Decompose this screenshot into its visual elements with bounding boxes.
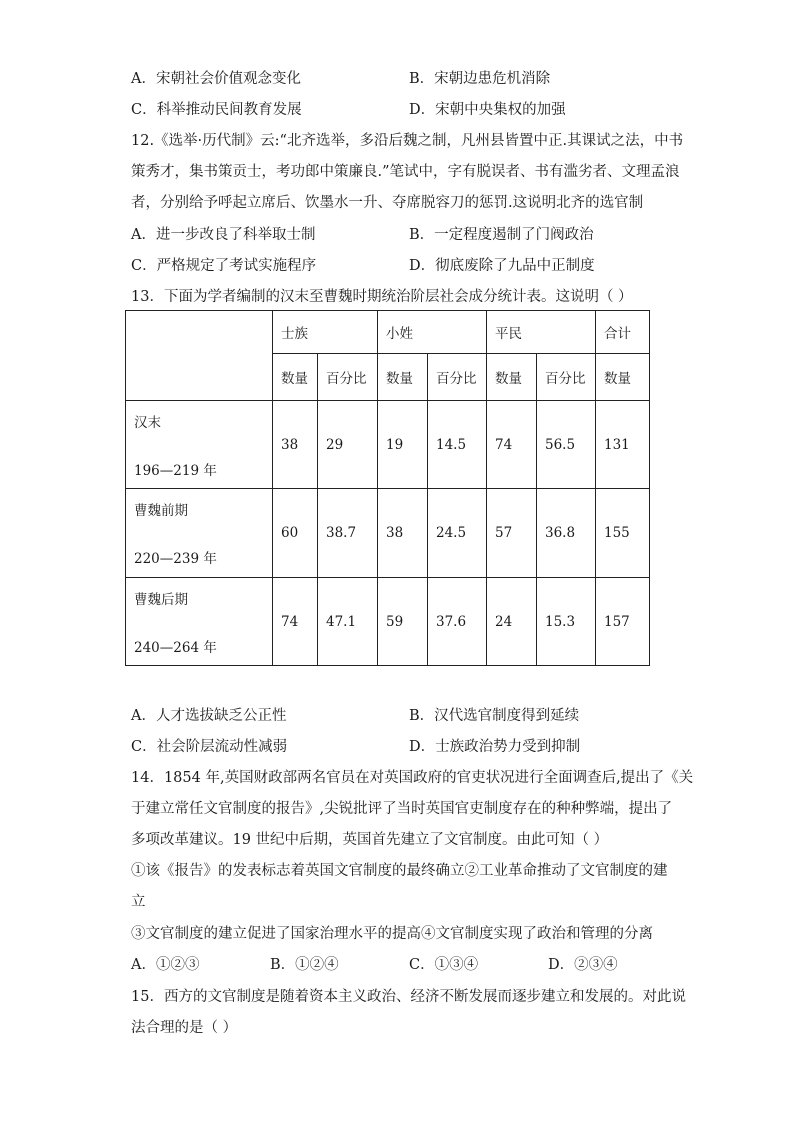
q14-option-b: B．①②④	[270, 957, 339, 973]
subheader-cell: 百分比	[428, 354, 487, 401]
q13-stem: 13．下面为学者编制的汉末至曹魏时期统治阶层社会成分统计表。这说明（ ）	[131, 289, 633, 305]
era-cell	[126, 578, 273, 666]
table-cell: 56.5	[537, 401, 596, 489]
q14-stem-line-2: 于建立常任文官制度的报告》,尖锐批评了当时英国官吏制度存在的种种弊端，提出了	[131, 801, 673, 817]
subheader-cell: 数量	[596, 354, 650, 401]
era-years: 240—264 年	[134, 639, 217, 656]
table-row	[126, 578, 650, 666]
era-years: 196—219 年	[134, 462, 217, 479]
q14-option-d: D．②③④	[548, 957, 618, 973]
table-row	[126, 401, 650, 489]
q12-stem-line-2: 策秀才，集书策贡士，考功郎中策廉良.”笔试中，字有脱误者、书有滥劣者、文理孟浪	[131, 164, 680, 180]
subheader-cell: 百分比	[318, 354, 378, 401]
header-heji: 合计	[596, 311, 650, 354]
q12-option-c: C．严格规定了考试实施程序	[131, 258, 317, 274]
table-row	[126, 489, 650, 578]
table-cell: 36.8	[537, 489, 596, 578]
q12-option-b: B．一定程度遏制了门阀政治	[409, 227, 594, 243]
table-cell: 59	[378, 578, 428, 666]
table-cell: 29	[318, 401, 378, 489]
table-cell: 74	[273, 578, 318, 666]
table-cell: 38.7	[318, 489, 378, 578]
q14-stem-line-1: 14．1854 年,英国财政部两名官员在对英国政府的官吏状况进行全面调查后,提出了《关	[131, 770, 694, 786]
q14-option-c: C．①③④	[409, 957, 479, 973]
q14-statement-line-2: 立	[131, 894, 146, 910]
q15-stem-line-1: 15．西方的文官制度是随着资本主义政治、经济不断发展而逐步建立和发展的。对此说	[131, 989, 686, 1005]
q12-option-a: A．进一步改良了科举取士制	[131, 227, 316, 243]
statistics-table	[125, 310, 650, 666]
q12-stem-line-1: 12.《选举·历代制》云:“北齐选举，多沿后魏之制，凡州县皆置中正.其课试之法，中书	[131, 133, 684, 149]
q13-option-c: C．社会阶层流动性减弱	[131, 739, 288, 755]
q12-stem-line-3: 者，分别给予呼起立席后、饮墨水一升、夺席脱容刀的惩罚.这说明北齐的选官制	[131, 195, 644, 211]
q13-option-b: B．汉代选官制度得到延续	[409, 708, 580, 724]
era-name: 汉末	[134, 414, 161, 431]
table-cell: 15.3	[537, 578, 596, 666]
table-header-row	[126, 311, 650, 354]
subheader-cell: 数量	[378, 354, 428, 401]
era-cell	[126, 401, 273, 489]
q13-option-a: A．人才选拔缺乏公正性	[131, 708, 287, 724]
table-corner-cell	[126, 311, 273, 401]
era-name: 曹魏前期	[134, 503, 188, 519]
header-pingmin: 平民	[487, 311, 596, 354]
table-cell: 47.1	[318, 578, 378, 666]
q15-stem-line-2: 法合理的是（ ）	[131, 1020, 238, 1036]
q11-option-d: D．宋朝中央集权的加强	[409, 102, 566, 118]
q14-statement-line-3: ③文官制度的建立促进了国家治理水平的提高④文官制度实现了政治和管理的分离	[131, 926, 653, 942]
subheader-cell: 数量	[487, 354, 537, 401]
subheader-cell: 数量	[273, 354, 318, 401]
table-cell: 57	[487, 489, 537, 578]
q14-option-a: A．①②③	[131, 957, 200, 973]
subheader-cell: 百分比	[537, 354, 596, 401]
q14-stem-line-3: 多项改革建议。19 世纪中后期，英国首先建立了文官制度。由此可知（ ）	[131, 832, 609, 848]
table-cell: 131	[596, 401, 650, 489]
header-shizu: 士族	[273, 311, 378, 354]
q12-option-d: D．彻底废除了九品中正制度	[409, 258, 595, 274]
q11-option-c: C．科举推动民间教育发展	[131, 102, 302, 118]
table-cell: 157	[596, 578, 650, 666]
table-cell: 155	[596, 489, 650, 578]
table-cell: 19	[378, 401, 428, 489]
table-cell: 38	[273, 401, 318, 489]
table-cell: 14.5	[428, 401, 487, 489]
table-cell: 38	[378, 489, 428, 578]
q11-option-a: A．宋朝社会价值观念变化	[131, 71, 301, 87]
table-cell: 24.5	[428, 489, 487, 578]
era-cell	[126, 489, 273, 578]
table-cell: 74	[487, 401, 537, 489]
q14-statement-line-1: ①该《报告》的发表标志着英国文官制度的最终确立②工业革命推动了文官制度的建	[131, 863, 668, 879]
table-cell: 37.6	[428, 578, 487, 666]
table-cell: 24	[487, 578, 537, 666]
era-years: 220—239 年	[134, 551, 217, 567]
q11-option-b: B．宋朝边患危机消除	[409, 71, 551, 87]
q13-option-d: D．士族政治势力受到抑制	[409, 739, 581, 755]
table-cell: 60	[273, 489, 318, 578]
header-xiaoxing: 小姓	[378, 311, 487, 354]
era-name: 曹魏后期	[134, 591, 188, 608]
